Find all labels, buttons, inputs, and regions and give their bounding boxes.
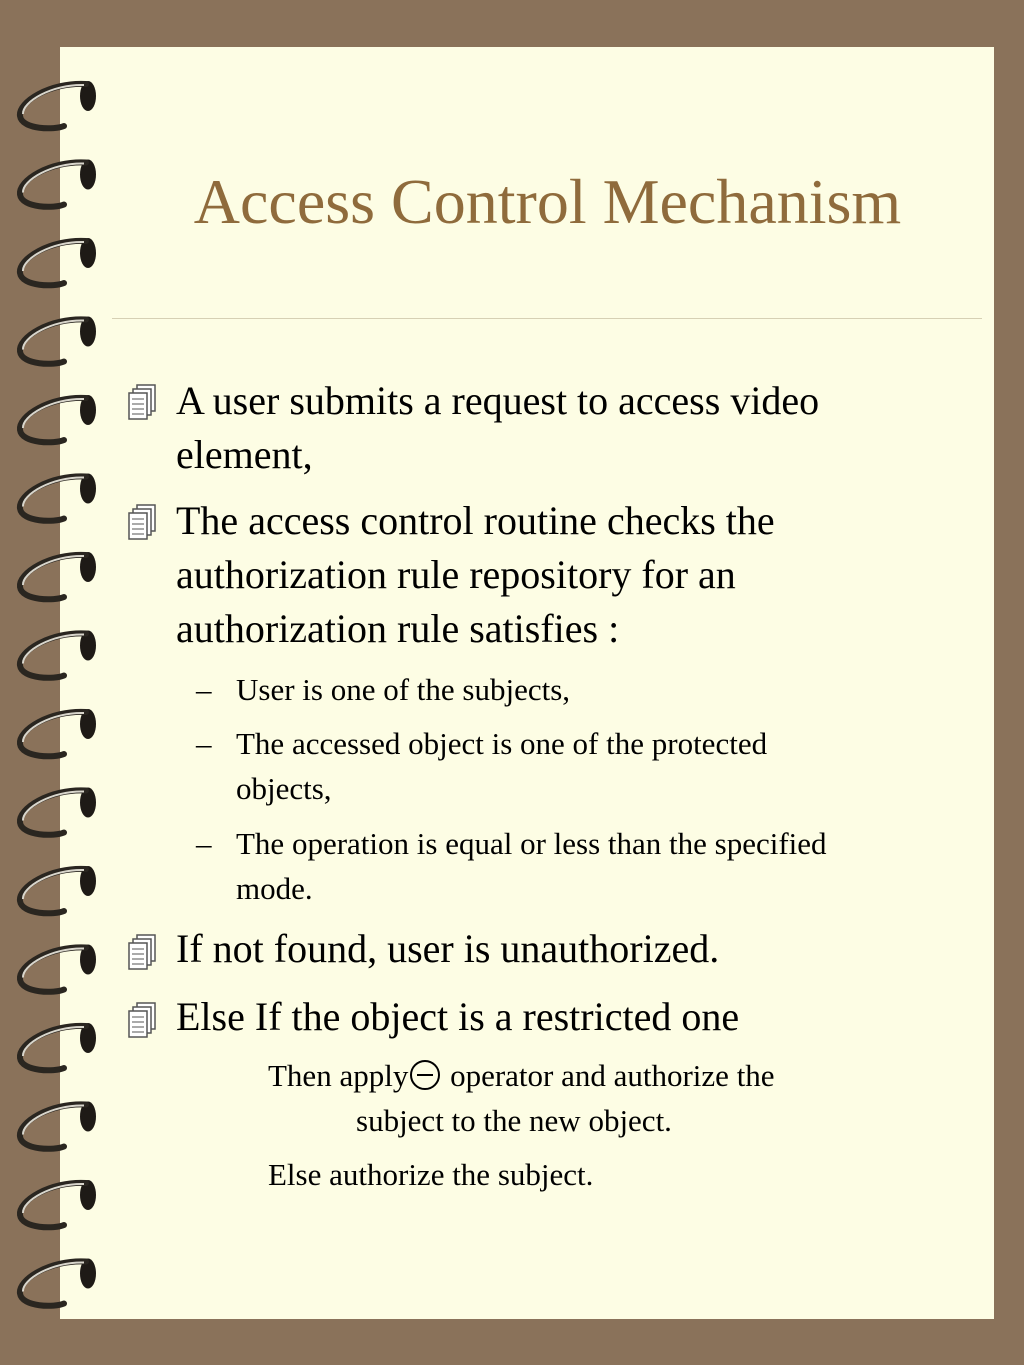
title-divider [112,318,982,319]
sub-bullet-1-line-1: User is one of the subjects, [236,672,571,707]
then-apply-text: Then apply [268,1058,409,1093]
spiral-ring [20,317,96,364]
bullet-1-line-1: A user submits a request to access video [176,378,820,423]
binding-wire-highlight [23,320,84,349]
sub-bullet-3-marker: – [196,826,212,861]
binding-wire-highlight [23,556,84,585]
binding-wire-highlight [23,85,84,114]
sub-bullet-3-line-1: The operation is equal or less than the specified [236,826,827,861]
spiral-ring [20,1259,96,1306]
binding-wire-highlight [23,1262,84,1291]
binding-wire-highlight [23,1184,84,1213]
binding-wire-highlight [23,477,84,506]
binding-wire-highlight [23,1027,84,1056]
binding-wire-highlight [23,870,84,899]
else-clause-line: Else authorize the subject. [268,1157,594,1192]
notepad-bullet-icon [128,934,158,970]
binding-wire-highlight [23,634,84,663]
bullet-2-line-1: The access control routine checks the [176,498,775,543]
spiral-ring [20,1102,96,1149]
then-clause-line-1 [268,1053,775,1098]
sub-bullet-2-line-1: The accessed object is one of the protected [236,726,768,761]
bullet-4-line-1: Else If the object is a restricted one [176,994,740,1039]
spiral-ring [20,1180,96,1227]
spiral-ring [20,395,96,442]
sub-bullet-3-line-2: mode. [236,871,313,906]
spiral-ring [20,866,96,913]
binding-wire-highlight [23,1105,84,1134]
spiral-ring [20,631,96,678]
sub-bullet-2-line-2: objects, [236,771,332,806]
circled-minus-icon [410,1060,440,1090]
then-clause-line-2: subject to the new object. [356,1103,672,1138]
binding-wire-highlight [23,242,84,271]
sub-bullet-1-marker: – [196,672,212,707]
operator-text: operator and authorize the [442,1058,775,1093]
bullet-3-line-1: If not found, user is unauthorized. [176,926,720,971]
binding-wire-highlight [23,713,84,742]
binding-wire-highlight [23,399,84,428]
spiral-ring [20,709,96,756]
spiral-ring [20,552,96,599]
notepad-bullet-icon [128,384,158,420]
spiral-ring [20,238,96,285]
slide-title: Access Control Mechanism [193,166,902,237]
bullet-2-line-3: authorization rule satisfies : [176,606,620,651]
binding-wire-highlight [23,948,84,977]
bullet-1-line-2: element, [176,432,313,477]
spiral-ring [20,81,96,128]
spiral-ring [20,1023,96,1070]
binding-wire-highlight [23,791,84,820]
spiral-ring [20,945,96,992]
bullet-2-line-2: authorization rule repository for an [176,552,736,597]
notepad-bullet-icon [128,504,158,540]
spiral-ring [20,474,96,521]
spiral-ring [20,788,96,835]
notepad-bullet-icon [128,1002,158,1038]
sub-bullet-2-marker: – [196,726,212,761]
